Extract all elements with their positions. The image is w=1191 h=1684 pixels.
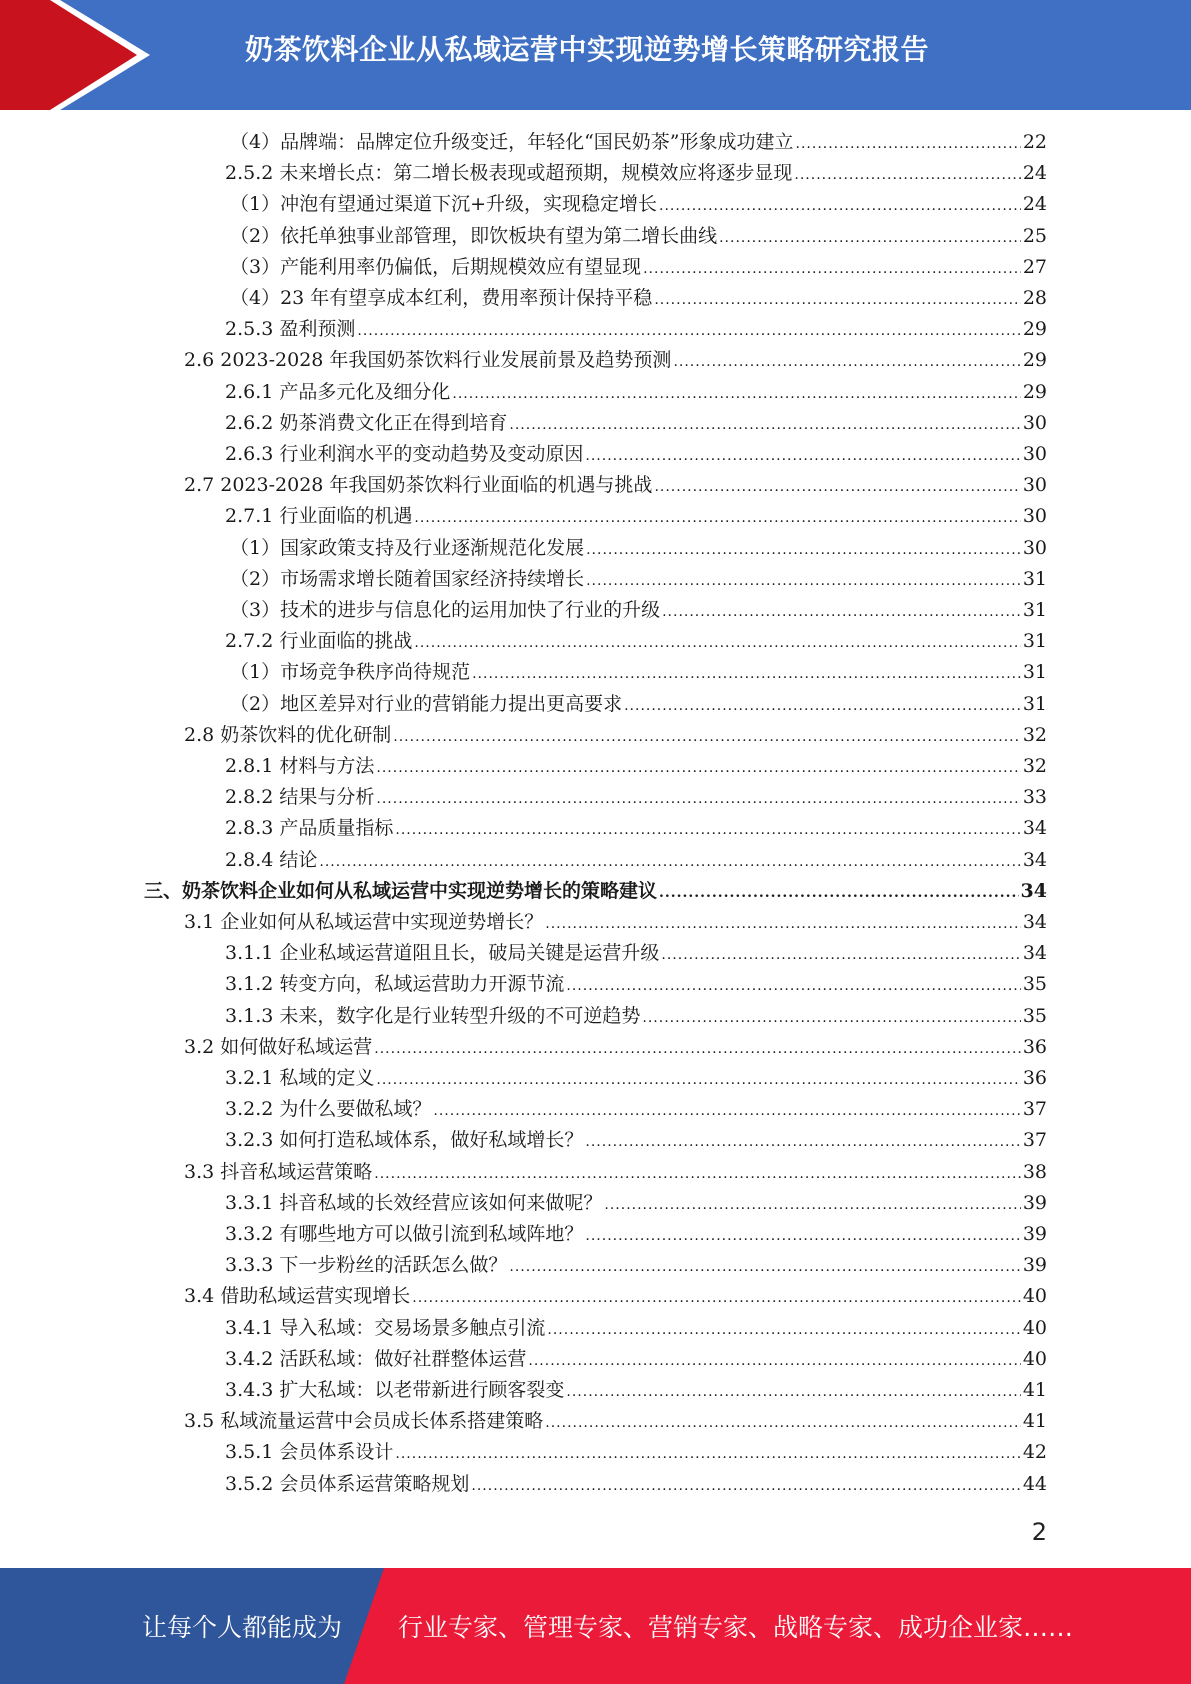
- toc-entry-page: 24: [1022, 193, 1047, 216]
- toc-entry[interactable]: [184, 907, 1047, 937]
- toc-dot-leader: [654, 472, 1020, 502]
- toc-entry-page: 30: [1022, 411, 1047, 434]
- page-header: [0, 0, 1191, 110]
- toc-dot-leader: [673, 347, 1020, 377]
- toc-entry-title: （1）国家政策支持及行业逐渐规范化发展: [230, 536, 585, 559]
- toc-entry-title: （4）23 年有望享成本红利，费用率预计保持平稳: [230, 287, 653, 309]
- toc-entry-title: 2.5.3 盈利预测: [225, 318, 356, 341]
- toc-dot-leader: [643, 254, 1021, 284]
- report-title: 奶茶饮料企业从私域运营中实现逆势增长策略研究报告: [245, 33, 930, 66]
- toc-entry-title: 2.6 2023-2028 年我国奶茶饮料行业发展前景及趋势预测: [184, 349, 672, 372]
- toc-entry-title: 2.8.3 产品质量指标: [225, 817, 394, 840]
- toc-entry[interactable]: [225, 845, 1047, 875]
- toc-dot-leader: [433, 1096, 1020, 1126]
- toc-entry[interactable]: [184, 1281, 1047, 1311]
- toc-entry[interactable]: [230, 252, 1047, 282]
- toc-entry[interactable]: [225, 1344, 1047, 1374]
- toc-entry-title: 3.5.1 会员体系设计: [225, 1441, 394, 1464]
- toc-entry-page: 31: [1022, 567, 1047, 590]
- toc-dot-leader: [566, 971, 1020, 1001]
- toc-entry[interactable]: [225, 1313, 1047, 1343]
- toc-dot-leader: [357, 316, 1020, 346]
- toc-entry-page: 27: [1022, 255, 1047, 278]
- toc-entry-page: 36: [1022, 1035, 1047, 1058]
- toc-entry-page: 36: [1022, 1067, 1047, 1089]
- toc-entry[interactable]: [225, 501, 1047, 531]
- toc-entry[interactable]: [225, 1188, 1047, 1218]
- toc-entry[interactable]: [184, 345, 1047, 375]
- toc-entry-page: 37: [1022, 1129, 1047, 1152]
- toc-entry-page: 33: [1022, 786, 1047, 809]
- toc-dot-leader: [452, 379, 1020, 409]
- toc-dot-leader: [547, 1315, 1020, 1345]
- toc-entry[interactable]: [225, 1469, 1047, 1499]
- toc-entry-title: （1）市场竞争秩序尚待规范: [230, 661, 471, 684]
- toc-entry-page: 40: [1022, 1285, 1047, 1308]
- toc-entry-title: 3.3 抖音私域运营策略: [184, 1160, 373, 1183]
- toc-entry-page: 29: [1022, 318, 1047, 341]
- toc-entry[interactable]: [184, 1157, 1047, 1187]
- toc-entry[interactable]: [230, 533, 1047, 563]
- toc-entry-page: 40: [1022, 1347, 1047, 1370]
- toc-entry-page: 29: [1022, 380, 1047, 403]
- toc-entry-title: 2.7.2 行业面临的挑战: [225, 630, 413, 653]
- toc-entry-title: 3.3.1 抖音私域的长效经营应该如何来做呢？: [225, 1191, 603, 1214]
- toc-dot-leader: [662, 597, 1021, 627]
- toc-entry-page: 42: [1022, 1441, 1047, 1464]
- toc-entry-title: 三、奶茶饮料企业如何从私域运营中实现逆势增长的策略建议: [144, 879, 658, 902]
- toc-entry-page: 38: [1022, 1160, 1047, 1183]
- toc-entry[interactable]: [184, 1406, 1047, 1436]
- toc-entry-page: 24: [1022, 162, 1047, 185]
- page-footer: [0, 1568, 1191, 1684]
- toc-dot-leader: [586, 535, 1021, 565]
- toc-entry-title: 2.8.1 材料与方法: [225, 755, 375, 777]
- toc-entry[interactable]: [225, 938, 1047, 968]
- toc-entry-title: 3.2.3 如何打造私域体系，做好私域增长？: [225, 1129, 584, 1152]
- toc-dot-leader: [659, 191, 1021, 221]
- toc-entry-title: 2.7 2023-2028 年我国奶茶饮料行业面临的机遇与挑战: [184, 474, 653, 497]
- toc-entry-page: 31: [1022, 599, 1047, 621]
- toc-dot-leader: [545, 909, 1021, 939]
- toc-entry[interactable]: [225, 377, 1047, 407]
- toc-dot-leader: [471, 1471, 1020, 1501]
- toc-entry-page: 25: [1022, 224, 1047, 247]
- toc-entry[interactable]: [225, 751, 1047, 781]
- toc-dot-leader: [509, 410, 1020, 440]
- toc-entry[interactable]: [184, 1032, 1047, 1062]
- toc-dot-leader: [794, 160, 1020, 190]
- toc-entry[interactable]: [225, 1125, 1047, 1155]
- toc-entry[interactable]: [225, 1437, 1047, 1467]
- toc-entry-page: 31: [1022, 630, 1047, 653]
- toc-entry[interactable]: [225, 626, 1047, 656]
- toc-entry-page: 35: [1022, 973, 1047, 996]
- toc-entry-page: 34: [1020, 879, 1047, 902]
- toc-entry-title: （3）产能利用率仍偏低，后期规模效应有望显现: [230, 255, 642, 278]
- toc-entry[interactable]: [230, 221, 1047, 251]
- toc-dot-leader: [796, 129, 1021, 159]
- toc-entry[interactable]: [230, 127, 1047, 157]
- toc-dot-leader: [376, 1065, 1020, 1095]
- toc-dot-leader: [414, 503, 1020, 533]
- toc-dot-leader: [472, 659, 1021, 689]
- toc-entry-title: 2.7.1 行业面临的机遇: [225, 505, 413, 528]
- toc-dot-leader: [659, 878, 1019, 908]
- toc-dot-leader: [654, 285, 1021, 315]
- toc-entry-page: 30: [1022, 505, 1047, 528]
- page-number: 2: [1031, 1518, 1047, 1546]
- toc-entry-page: 30: [1022, 536, 1047, 559]
- toc-entry-title: 2.6.2 奶茶消费文化正在得到培育: [225, 411, 508, 434]
- toc-entry-title: 3.3.3 下一步粉丝的活跃怎么做？: [225, 1254, 508, 1277]
- toc-entry-page: 30: [1022, 474, 1047, 497]
- toc-entry[interactable]: [230, 595, 1047, 625]
- toc-dot-leader: [719, 223, 1021, 253]
- toc-dot-leader: [604, 1190, 1020, 1220]
- toc-entry-title: 2.6.1 产品多元化及细分化: [225, 380, 451, 403]
- toc-dot-leader: [412, 1283, 1021, 1313]
- toc-dot-leader: [585, 441, 1020, 471]
- toc-entry-title: 3.2 如何做好私域运营: [184, 1035, 373, 1058]
- toc-entry-page: 39: [1022, 1254, 1047, 1277]
- toc-entry-title: 3.2.1 私域的定义: [225, 1067, 375, 1089]
- toc-entry-title: （3）技术的进步与信息化的运用加快了行业的升级: [230, 599, 661, 621]
- toc-entry-title: 2.8.4 结论: [225, 848, 318, 871]
- toc-entry[interactable]: [230, 657, 1047, 687]
- toc-entry[interactable]: [144, 876, 1047, 906]
- toc-entry-page: 31: [1022, 661, 1047, 684]
- toc-entry[interactable]: [225, 1001, 1047, 1031]
- toc-entry-page: 34: [1022, 848, 1047, 871]
- toc-entry[interactable]: [225, 969, 1047, 999]
- toc-dot-leader: [585, 1127, 1020, 1157]
- toc-entry-page: 41: [1022, 1410, 1047, 1433]
- toc-entry-title: 3.1 企业如何从私域运营中实现逆势增长？: [184, 911, 544, 933]
- toc-entry-title: 3.4.2 活跃私域：做好社群整体运营: [225, 1347, 527, 1370]
- toc-entry-page: 32: [1022, 755, 1047, 777]
- toc-dot-leader: [374, 1034, 1021, 1064]
- toc-entry-page: 29: [1022, 349, 1047, 372]
- toc-dot-leader: [395, 1439, 1020, 1469]
- toc-dot-leader: [376, 784, 1020, 814]
- toc-entry[interactable]: [230, 564, 1047, 594]
- toc-dot-leader: [566, 1377, 1020, 1407]
- toc-entry-page: 34: [1022, 911, 1047, 933]
- toc-entry-title: 3.4.3 扩大私域：以老带新进行顾客裂变: [225, 1379, 565, 1401]
- toc-dot-leader: [642, 1003, 1020, 1033]
- toc-entry-title: 2.8.2 结果与分析: [225, 786, 375, 809]
- toc-entry-title: 3.4 借助私域运营实现增长: [184, 1285, 411, 1308]
- toc-entry-title: 3.2.2 为什么要做私域？: [225, 1098, 432, 1121]
- footer-slogan-right: 行业专家、管理专家、营销专家、战略专家、成功企业家……: [398, 1613, 1074, 1642]
- toc-dot-leader: [374, 1159, 1021, 1189]
- toc-dot-leader: [393, 722, 1021, 752]
- toc-entry-page: 34: [1022, 817, 1047, 840]
- toc-entry-page: 39: [1022, 1223, 1047, 1245]
- toc-entry-title: 2.6.3 行业利润水平的变动趋势及变动原因: [225, 443, 584, 465]
- toc-entry[interactable]: [230, 189, 1047, 219]
- toc-entry-page: 28: [1022, 287, 1047, 309]
- toc-entry-page: 40: [1022, 1316, 1047, 1339]
- toc-entry[interactable]: [225, 782, 1047, 812]
- toc-dot-leader: [661, 940, 1020, 970]
- toc-entry[interactable]: [225, 1250, 1047, 1280]
- toc-entry[interactable]: [230, 283, 1047, 313]
- toc-dot-leader: [528, 1346, 1020, 1376]
- toc-entry-title: 3.1.1 企业私域运营道阻且长，破局关键是运营升级: [225, 942, 660, 965]
- toc-dot-leader: [586, 566, 1021, 596]
- toc-entry-title: 3.3.2 有哪些地方可以做引流到私域阵地？: [225, 1223, 584, 1245]
- toc-dot-leader: [414, 628, 1020, 658]
- toc-entry-page: 30: [1022, 443, 1047, 465]
- toc-entry-title: 3.4.1 导入私域：交易场景多触点引流: [225, 1316, 546, 1339]
- toc-entry-title: 3.1.3 未来，数字化是行业转型升级的不可逆趋势: [225, 1004, 641, 1027]
- toc-entry[interactable]: [225, 158, 1047, 188]
- toc-entry[interactable]: [225, 1375, 1047, 1405]
- toc-entry[interactable]: [225, 408, 1047, 438]
- toc-entry-page: 35: [1022, 1004, 1047, 1027]
- toc-entry-title: 3.1.2 转变方向，私域运营助力开源节流: [225, 973, 565, 996]
- toc-entry-page: 22: [1022, 131, 1047, 153]
- toc-entry[interactable]: [225, 314, 1047, 344]
- toc-dot-leader: [545, 1408, 1021, 1438]
- toc-entry-title: 3.5 私域流量运营中会员成长体系搭建策略: [184, 1410, 544, 1433]
- toc-dot-leader: [624, 691, 1021, 721]
- footer-slogan-left: 让每个人都能成为: [142, 1613, 343, 1642]
- toc-entry[interactable]: [184, 720, 1047, 750]
- toc-entry-title: 2.5.2 未来增长点：第二增长极表现或超预期，规模效应将逐步显现: [225, 162, 793, 185]
- toc-entry-title: （2）地区差异对行业的营销能力提出更高要求: [230, 692, 623, 715]
- toc-entry[interactable]: [225, 1094, 1047, 1124]
- toc-entry[interactable]: [225, 1219, 1047, 1249]
- toc-entry-page: 39: [1022, 1191, 1047, 1214]
- toc-entry-title: （2）依托单独事业部管理，即饮板块有望为第二增长曲线: [230, 224, 718, 247]
- toc-dot-leader: [509, 1252, 1020, 1282]
- toc-entry-page: 32: [1022, 723, 1047, 746]
- toc-entry-title: 2.8 奶茶饮料的优化研制: [184, 723, 392, 746]
- toc-entry-title: （2）市场需求增长随着国家经济持续增长: [230, 567, 585, 590]
- toc-entry[interactable]: [225, 813, 1047, 843]
- toc-entry[interactable]: [225, 439, 1047, 469]
- toc-entry-page: 31: [1022, 692, 1047, 715]
- toc-entry[interactable]: [225, 1063, 1047, 1093]
- toc-entry-page: 37: [1022, 1098, 1047, 1121]
- toc-entry-page: 34: [1022, 942, 1047, 965]
- toc-dot-leader: [585, 1221, 1020, 1251]
- toc-entry-title: 3.5.2 会员体系运营策略规划: [225, 1472, 470, 1495]
- toc-dot-leader: [376, 753, 1020, 783]
- toc-entry[interactable]: [230, 689, 1047, 719]
- toc-entry[interactable]: [184, 470, 1047, 500]
- toc-entry-page: 41: [1022, 1379, 1047, 1401]
- toc-dot-leader: [395, 815, 1020, 845]
- toc-entry-title: （1）冲泡有望通过渠道下沉+升级，实现稳定增长: [230, 193, 658, 216]
- toc-dot-leader: [319, 847, 1020, 877]
- red-chevron-shape: [0, 0, 137, 110]
- toc-entry-page: 44: [1022, 1472, 1047, 1495]
- toc-entry-title: （4）品牌端：品牌定位升级变迁，年轻化“国民奶茶”形象成功建立: [230, 131, 794, 153]
